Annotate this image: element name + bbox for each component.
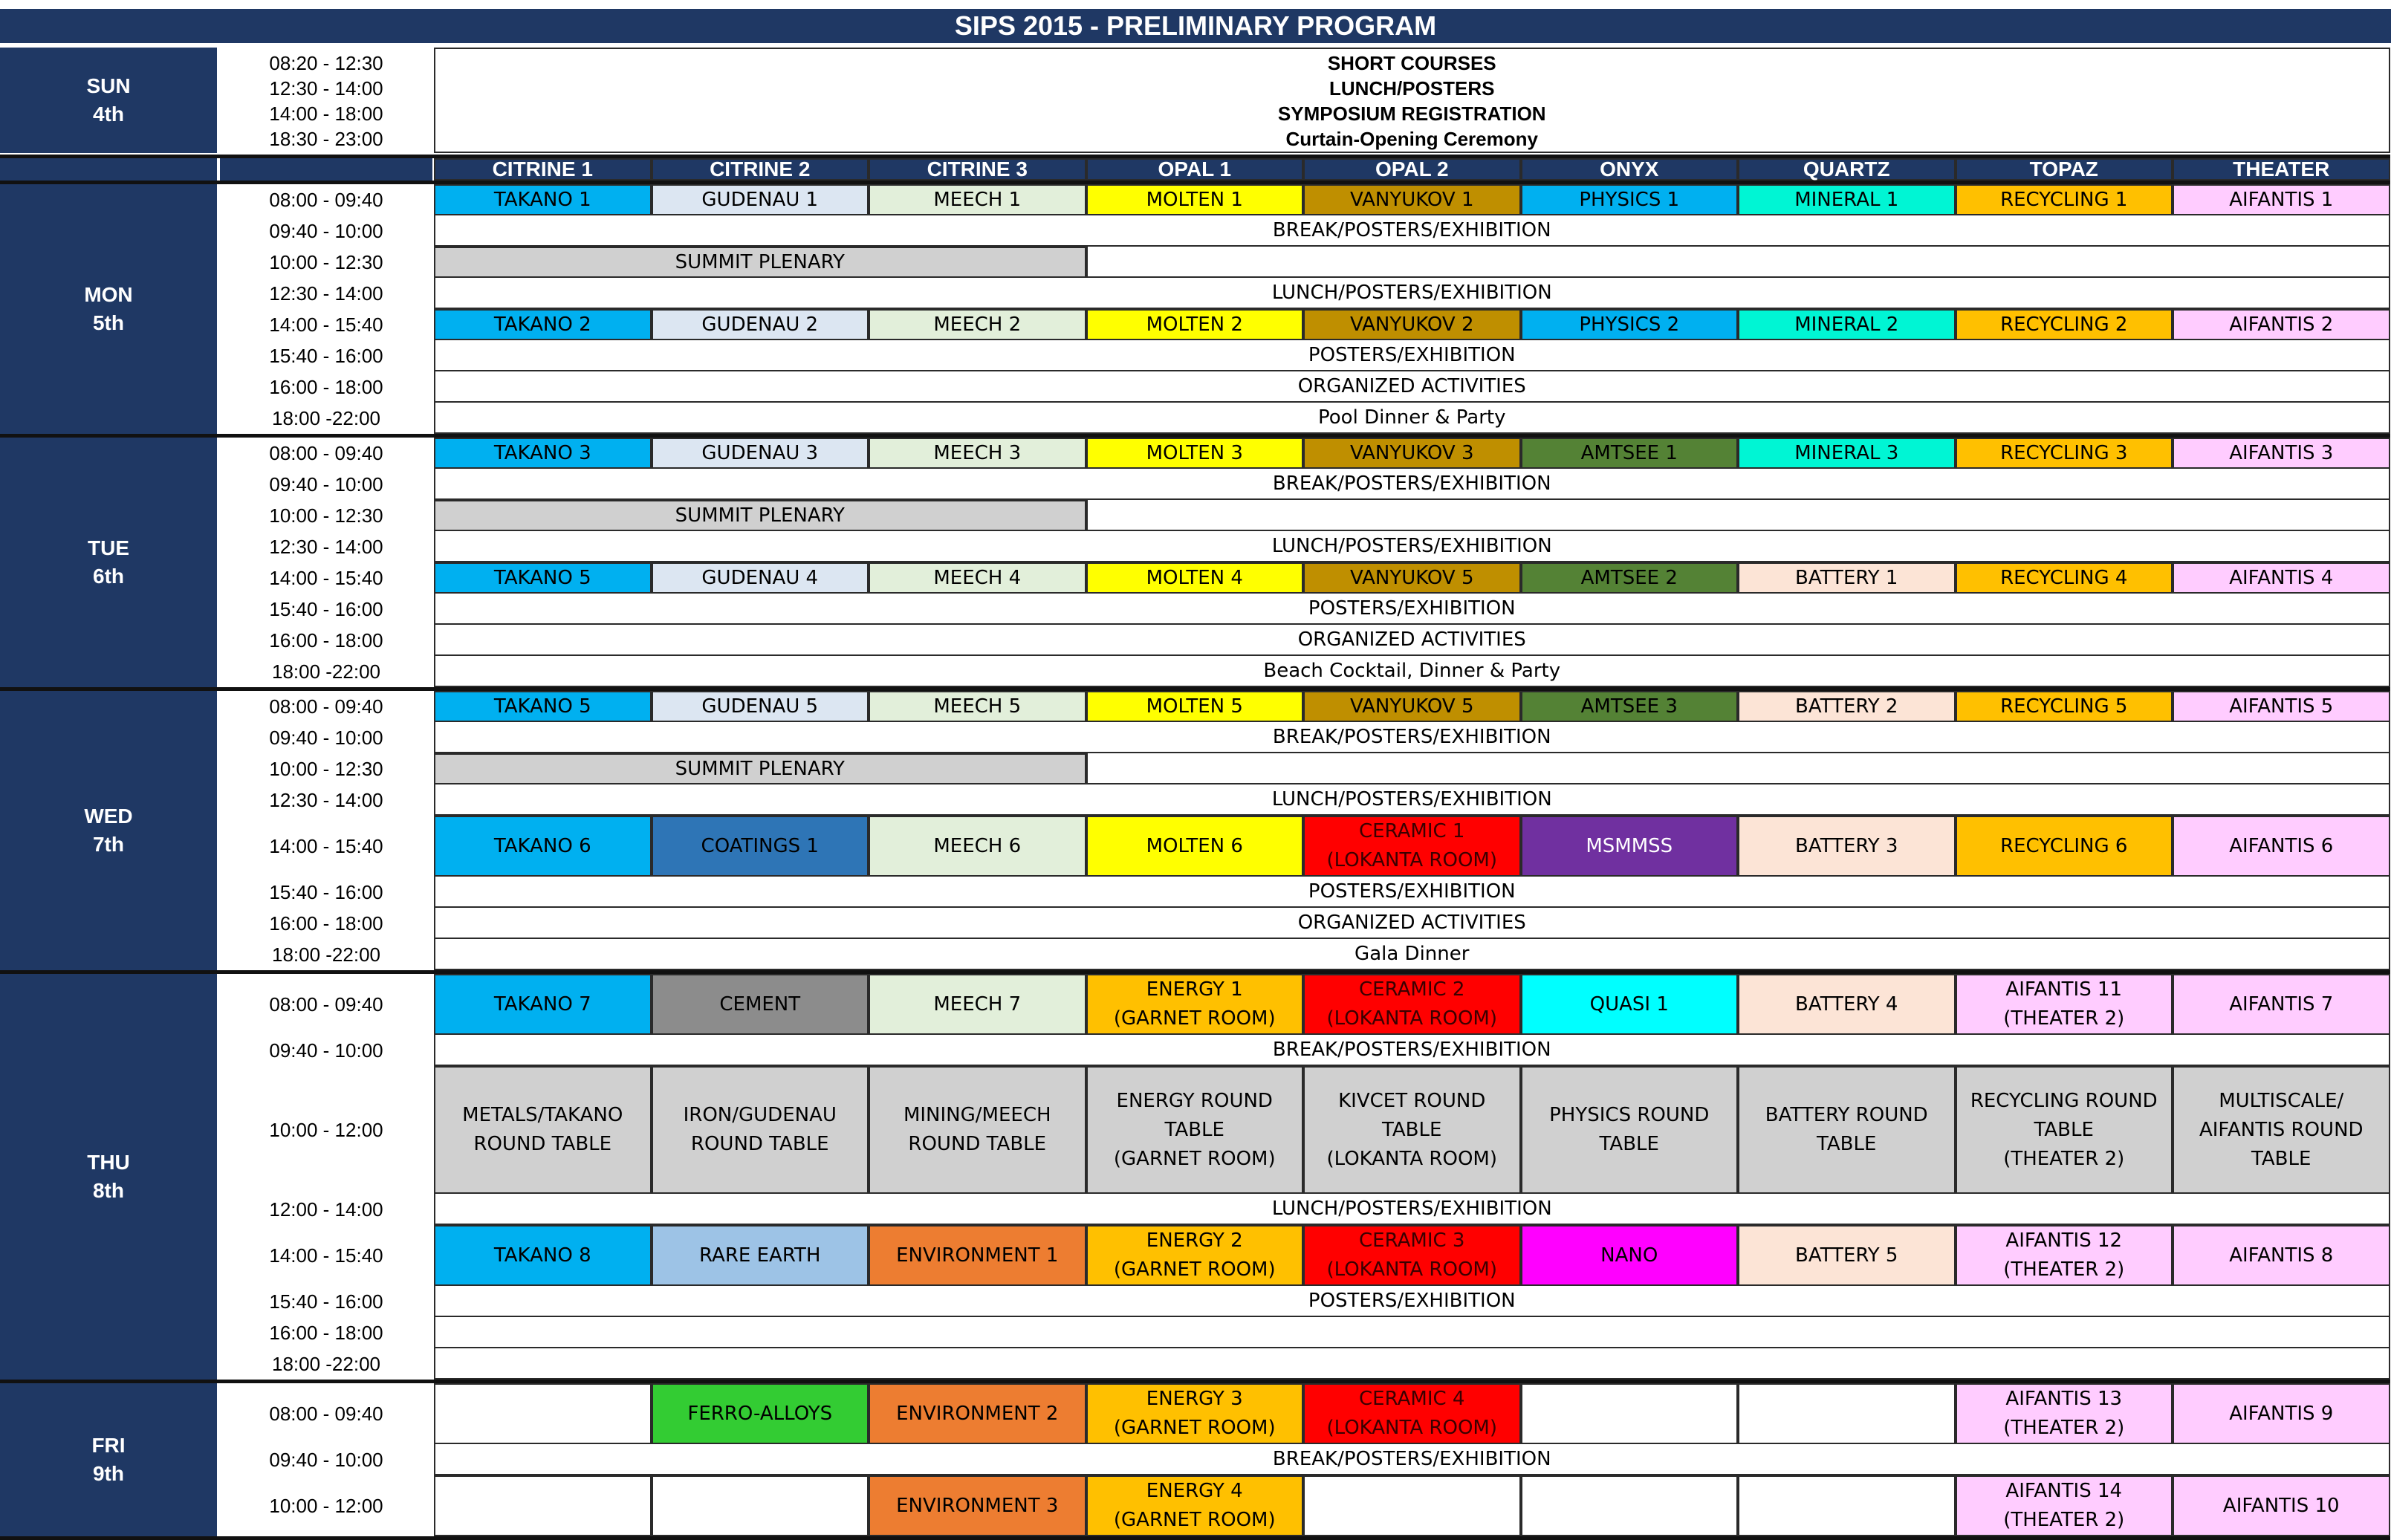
session-cell: MOLTEN 6 bbox=[1086, 816, 1304, 877]
time-slot: 10:00 - 12:30 bbox=[269, 757, 383, 780]
session-cell bbox=[1521, 1383, 1739, 1444]
break-span: ORGANIZED ACTIVITIES bbox=[434, 908, 2390, 939]
time-slot: 08:20 - 12:30 bbox=[269, 51, 383, 74]
session-cell: FERRO-ALLOYS bbox=[652, 1383, 869, 1444]
room-header: THEATER bbox=[2173, 158, 2390, 181]
session-cell bbox=[434, 1475, 652, 1536]
session-cell: RECYCLING 5 bbox=[1956, 691, 2173, 722]
time-slot: 09:40 - 10:00 bbox=[269, 726, 383, 749]
header-time-blank bbox=[220, 158, 432, 181]
day-separator bbox=[0, 1536, 2390, 1540]
session-cell: AIFANTIS 2 bbox=[2173, 309, 2390, 340]
session-cell: CERAMIC 3 (LOKANTA ROOM) bbox=[1303, 1225, 1521, 1286]
time-slot: 14:00 - 18:00 bbox=[269, 102, 383, 125]
session-cell: AIFANTIS 4 bbox=[2173, 562, 2390, 594]
time-slot: 12:00 - 14:00 bbox=[269, 1198, 383, 1221]
round-table-session: PHYSICS ROUND TABLE bbox=[1521, 1066, 1739, 1194]
session-cell: CERAMIC 4 (LOKANTA ROOM) bbox=[1303, 1383, 1521, 1444]
break-span bbox=[434, 1348, 2390, 1380]
session-cell: MOLTEN 5 bbox=[1086, 691, 1304, 722]
session-cell: RECYCLING 4 bbox=[1956, 562, 2173, 594]
break-span: Gala Dinner bbox=[434, 939, 2390, 970]
time-slot: 18:00 -22:00 bbox=[271, 1352, 380, 1375]
room-header: OPAL 1 bbox=[1086, 158, 1304, 181]
session-cell: RECYCLING 1 bbox=[1956, 184, 2173, 215]
time-slot: 14:00 - 15:40 bbox=[269, 566, 383, 589]
session-cell: VANYUKOV 2 bbox=[1303, 309, 1521, 340]
time-slot: 09:40 - 10:00 bbox=[269, 1448, 383, 1471]
time-slot: 18:00 -22:00 bbox=[271, 660, 380, 683]
break-span: LUNCH/POSTERS/EXHIBITION bbox=[434, 784, 2390, 816]
room-header: CITRINE 3 bbox=[869, 158, 1086, 181]
session-cell: AIFANTIS 14 (THEATER 2) bbox=[1956, 1475, 2173, 1536]
session-cell: MOLTEN 2 bbox=[1086, 309, 1304, 340]
break-span: BREAK/POSTERS/EXHIBITION bbox=[434, 215, 2390, 247]
break-span: Beach Cocktail, Dinner & Party bbox=[434, 656, 2390, 687]
plenary-cell: SUMMIT PLENARY bbox=[434, 247, 1086, 278]
plenary-cell: SUMMIT PLENARY bbox=[434, 753, 1086, 784]
time-slot: 15:40 - 16:00 bbox=[269, 344, 383, 367]
session-cell: MSMMSS bbox=[1521, 816, 1739, 877]
time-slot: 09:40 - 10:00 bbox=[269, 219, 383, 242]
session-cell: ENERGY 1 (GARNET ROOM) bbox=[1086, 974, 1304, 1035]
session-cell: MINERAL 2 bbox=[1738, 309, 1956, 340]
break-span bbox=[434, 1317, 2390, 1348]
time-slot: 15:40 - 16:00 bbox=[269, 1290, 383, 1313]
session-cell: BATTERY 3 bbox=[1738, 816, 1956, 877]
session-cell: ENERGY 4 (GARNET ROOM) bbox=[1086, 1475, 1304, 1536]
session-cell: QUASI 1 bbox=[1521, 974, 1739, 1035]
time-slot: 08:00 - 09:40 bbox=[269, 188, 383, 211]
round-table-session: MINING/MEECH ROUND TABLE bbox=[869, 1066, 1086, 1194]
session-cell: TAKANO 8 bbox=[434, 1225, 652, 1286]
break-span: ORGANIZED ACTIVITIES bbox=[434, 625, 2390, 656]
time-slot: 16:00 - 18:00 bbox=[269, 912, 383, 935]
session-cell: RECYCLING 2 bbox=[1956, 309, 2173, 340]
time-slot: 09:40 - 10:00 bbox=[269, 1039, 383, 1062]
break-span: BREAK/POSTERS/EXHIBITION bbox=[434, 1035, 2390, 1066]
session-cell: MEECH 3 bbox=[869, 438, 1086, 469]
session-cell: GUDENAU 3 bbox=[652, 438, 869, 469]
session-cell: VANYUKOV 5 bbox=[1303, 562, 1521, 594]
day-label: FRI 9th bbox=[0, 1383, 217, 1536]
session-cell: MEECH 2 bbox=[869, 309, 1086, 340]
session-cell: RECYCLING 6 bbox=[1956, 816, 2173, 877]
round-table-session: KIVCET ROUND TABLE (LOKANTA ROOM) bbox=[1303, 1066, 1521, 1194]
session-cell: MINERAL 1 bbox=[1738, 184, 1956, 215]
break-span: Pool Dinner & Party bbox=[434, 403, 2390, 434]
time-slot: 08:00 - 09:40 bbox=[269, 992, 383, 1016]
break-span: POSTERS/EXHIBITION bbox=[434, 877, 2390, 908]
time-slot: 08:00 - 09:40 bbox=[269, 441, 383, 464]
session-cell: AIFANTIS 5 bbox=[2173, 691, 2390, 722]
session-cell: BATTERY 2 bbox=[1738, 691, 1956, 722]
break-span: POSTERS/EXHIBITION bbox=[434, 340, 2390, 371]
session-cell: MOLTEN 3 bbox=[1086, 438, 1304, 469]
empty-span bbox=[1086, 753, 2390, 784]
session-cell bbox=[1521, 1475, 1739, 1536]
session-cell: AIFANTIS 13 (THEATER 2) bbox=[1956, 1383, 2173, 1444]
time-slot: 10:00 - 12:00 bbox=[269, 1118, 383, 1141]
sunday-event: SHORT COURSES bbox=[1327, 52, 1496, 74]
time-slot: 12:30 - 14:00 bbox=[269, 788, 383, 811]
plenary-cell: SUMMIT PLENARY bbox=[434, 500, 1086, 531]
session-cell: GUDENAU 5 bbox=[652, 691, 869, 722]
session-cell: MOLTEN 4 bbox=[1086, 562, 1304, 594]
time-slot: 16:00 - 18:00 bbox=[269, 375, 383, 398]
break-span: LUNCH/POSTERS/EXHIBITION bbox=[434, 278, 2390, 309]
session-cell: COATINGS 1 bbox=[652, 816, 869, 877]
time-slot: 16:00 - 18:00 bbox=[269, 1321, 383, 1344]
session-cell: ENVIRONMENT 1 bbox=[869, 1225, 1086, 1286]
session-cell: MINERAL 3 bbox=[1738, 438, 1956, 469]
session-cell: GUDENAU 4 bbox=[652, 562, 869, 594]
header-day-blank bbox=[0, 158, 217, 181]
round-table-session: IRON/GUDENAU ROUND TABLE bbox=[652, 1066, 869, 1194]
time-slot: 08:00 - 09:40 bbox=[269, 1402, 383, 1425]
session-cell: NANO bbox=[1521, 1225, 1739, 1286]
session-cell: CERAMIC 1 (LOKANTA ROOM) bbox=[1303, 816, 1521, 877]
time-slot: 18:00 -22:00 bbox=[271, 943, 380, 966]
round-table-session: RECYCLING ROUND TABLE (THEATER 2) bbox=[1956, 1066, 2173, 1194]
room-header: OPAL 2 bbox=[1303, 158, 1521, 181]
empty-span bbox=[1086, 247, 2390, 278]
session-cell: TAKANO 6 bbox=[434, 816, 652, 877]
session-cell: BATTERY 1 bbox=[1738, 562, 1956, 594]
time-slot: 08:00 - 09:40 bbox=[269, 695, 383, 718]
round-table-session: METALS/TAKANO ROUND TABLE bbox=[434, 1066, 652, 1194]
session-cell: TAKANO 2 bbox=[434, 309, 652, 340]
day-label: WED 7th bbox=[0, 691, 217, 970]
room-header: TOPAZ bbox=[1956, 158, 2173, 181]
time-slot: 10:00 - 12:30 bbox=[269, 504, 383, 527]
time-slot: 15:40 - 16:00 bbox=[269, 597, 383, 620]
round-table-session: BATTERY ROUND TABLE bbox=[1738, 1066, 1956, 1194]
session-cell: RARE EARTH bbox=[652, 1225, 869, 1286]
session-cell bbox=[652, 1475, 869, 1536]
time-slot: 18:30 - 23:00 bbox=[269, 127, 383, 150]
session-cell: TAKANO 7 bbox=[434, 974, 652, 1035]
time-slot: 12:30 - 14:00 bbox=[269, 535, 383, 558]
day-label: TUE 6th bbox=[0, 438, 217, 687]
break-span: BREAK/POSTERS/EXHIBITION bbox=[434, 469, 2390, 500]
session-cell bbox=[1738, 1383, 1956, 1444]
break-span: LUNCH/POSTERS/EXHIBITION bbox=[434, 531, 2390, 562]
room-header: ONYX bbox=[1521, 158, 1739, 181]
sunday-event: Curtain-Opening Ceremony bbox=[1285, 128, 1538, 150]
session-cell: AIFANTIS 8 bbox=[2173, 1225, 2390, 1286]
session-cell: BATTERY 4 bbox=[1738, 974, 1956, 1035]
break-span: POSTERS/EXHIBITION bbox=[434, 1286, 2390, 1317]
time-slot: 16:00 - 18:00 bbox=[269, 628, 383, 652]
empty-span bbox=[1086, 500, 2390, 531]
break-span: ORGANIZED ACTIVITIES bbox=[434, 371, 2390, 403]
session-cell: TAKANO 5 bbox=[434, 562, 652, 594]
session-cell: VANYUKOV 5 bbox=[1303, 691, 1521, 722]
session-cell bbox=[434, 1383, 652, 1444]
break-span: LUNCH/POSTERS/EXHIBITION bbox=[434, 1194, 2390, 1225]
session-cell: MEECH 7 bbox=[869, 974, 1086, 1035]
session-cell: ENERGY 2 (GARNET ROOM) bbox=[1086, 1225, 1304, 1286]
round-table-session: MULTISCALE/ AIFANTIS ROUND TABLE bbox=[2173, 1066, 2390, 1194]
room-header: CITRINE 2 bbox=[652, 158, 869, 181]
session-cell: VANYUKOV 3 bbox=[1303, 438, 1521, 469]
session-cell: AIFANTIS 10 bbox=[2173, 1475, 2390, 1536]
session-cell bbox=[1303, 1475, 1521, 1536]
session-cell: ENVIRONMENT 3 bbox=[869, 1475, 1086, 1536]
session-cell: AIFANTIS 9 bbox=[2173, 1383, 2390, 1444]
session-cell bbox=[1738, 1475, 1956, 1536]
session-cell: TAKANO 3 bbox=[434, 438, 652, 469]
session-cell: CEMENT bbox=[652, 974, 869, 1035]
session-cell: TAKANO 5 bbox=[434, 691, 652, 722]
day-label: THU 8th bbox=[0, 974, 217, 1380]
break-span: BREAK/POSTERS/EXHIBITION bbox=[434, 1444, 2390, 1475]
session-cell: ENERGY 3 (GARNET ROOM) bbox=[1086, 1383, 1304, 1444]
session-cell: MEECH 1 bbox=[869, 184, 1086, 215]
time-slot: 12:30 - 14:00 bbox=[269, 282, 383, 305]
session-cell: AMTSEE 2 bbox=[1521, 562, 1739, 594]
session-cell: PHYSICS 1 bbox=[1521, 184, 1739, 215]
session-cell: TAKANO 1 bbox=[434, 184, 652, 215]
session-cell: GUDENAU 2 bbox=[652, 309, 869, 340]
session-cell: AIFANTIS 7 bbox=[2173, 974, 2390, 1035]
session-cell: AIFANTIS 11 (THEATER 2) bbox=[1956, 974, 2173, 1035]
session-cell: AIFANTIS 6 bbox=[2173, 816, 2390, 877]
break-span: BREAK/POSTERS/EXHIBITION bbox=[434, 722, 2390, 753]
session-cell: PHYSICS 2 bbox=[1521, 309, 1739, 340]
break-span: POSTERS/EXHIBITION bbox=[434, 594, 2390, 625]
time-slot: 09:40 - 10:00 bbox=[269, 472, 383, 496]
session-cell: AMTSEE 1 bbox=[1521, 438, 1739, 469]
session-cell: AMTSEE 3 bbox=[1521, 691, 1739, 722]
room-header: CITRINE 1 bbox=[434, 158, 652, 181]
session-cell: ENVIRONMENT 2 bbox=[869, 1383, 1086, 1444]
time-slot: 18:00 -22:00 bbox=[271, 406, 380, 429]
sunday-event: LUNCH/POSTERS bbox=[1329, 77, 1495, 100]
time-slot: 14:00 - 15:40 bbox=[269, 834, 383, 857]
session-cell: MEECH 5 bbox=[869, 691, 1086, 722]
session-cell: MOLTEN 1 bbox=[1086, 184, 1304, 215]
session-cell: AIFANTIS 1 bbox=[2173, 184, 2390, 215]
session-cell: MEECH 6 bbox=[869, 816, 1086, 877]
session-cell: VANYUKOV 1 bbox=[1303, 184, 1521, 215]
time-slot: 14:00 - 15:40 bbox=[269, 313, 383, 336]
sunday-event: SYMPOSIUM REGISTRATION bbox=[1277, 103, 1546, 125]
page-title: SIPS 2015 - PRELIMINARY PROGRAM bbox=[0, 9, 2391, 43]
day-label: MON 5th bbox=[0, 184, 217, 434]
round-table-session: ENERGY ROUND TABLE (GARNET ROOM) bbox=[1086, 1066, 1304, 1194]
session-cell: MEECH 4 bbox=[869, 562, 1086, 594]
room-header: QUARTZ bbox=[1738, 158, 1956, 181]
session-cell: AIFANTIS 3 bbox=[2173, 438, 2390, 469]
session-cell: GUDENAU 1 bbox=[652, 184, 869, 215]
time-slot: 10:00 - 12:30 bbox=[269, 250, 383, 273]
session-cell: AIFANTIS 12 (THEATER 2) bbox=[1956, 1225, 2173, 1286]
session-cell: RECYCLING 3 bbox=[1956, 438, 2173, 469]
session-cell: CERAMIC 2 (LOKANTA ROOM) bbox=[1303, 974, 1521, 1035]
day-label-sun: SUN 4th bbox=[0, 48, 217, 153]
session-cell: BATTERY 5 bbox=[1738, 1225, 1956, 1286]
time-slot: 15:40 - 16:00 bbox=[269, 880, 383, 903]
time-slot: 10:00 - 12:00 bbox=[269, 1494, 383, 1517]
time-slot: 12:30 - 14:00 bbox=[269, 77, 383, 100]
time-slot: 14:00 - 15:40 bbox=[269, 1244, 383, 1267]
